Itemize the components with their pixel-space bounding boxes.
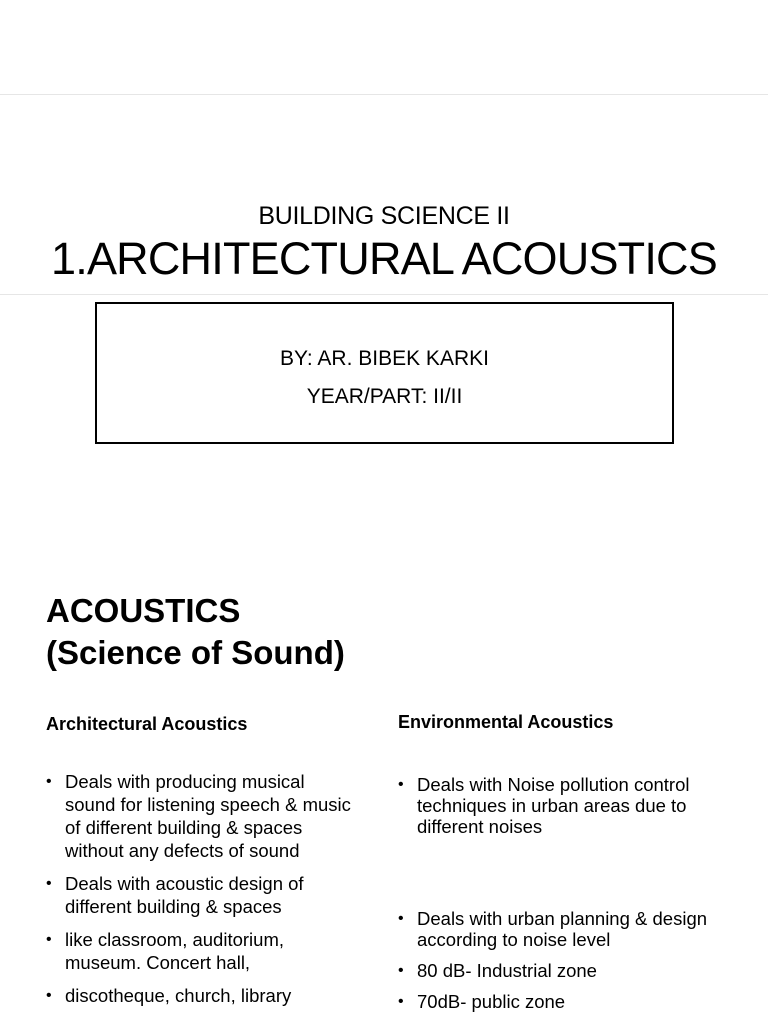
chapter-title: 1.ARCHITECTURAL ACOUSTICS	[51, 233, 717, 284]
bullet-icon: •	[46, 875, 52, 892]
author-name: BY: AR. BIBEK KARKI	[280, 347, 489, 370]
slide-divider-bottom	[0, 294, 768, 295]
bullet-icon: •	[46, 931, 52, 948]
bullet-icon: •	[398, 910, 404, 927]
list-item: • Deals with acoustic design of different building & spaces	[46, 873, 304, 917]
environmental-acoustics-heading: Environmental Acoustics	[398, 712, 614, 732]
list-item: • Deals with urban planning & design according to noise level	[398, 908, 708, 950]
year-part: YEAR/PART: II/II	[306, 385, 463, 408]
architectural-acoustics-heading: Architectural Acoustics	[46, 714, 248, 734]
list-item: • like classroom, auditorium, museum. Concert hall,	[46, 929, 284, 973]
bullet-icon: •	[398, 776, 404, 793]
bullet-icon: •	[398, 962, 404, 979]
list-item: • 70dB- public zone	[398, 991, 566, 1012]
list-item: • discotheque, church, library	[46, 985, 292, 1006]
bullet-icon: •	[46, 773, 52, 790]
architectural-acoustics-list	[46, 770, 351, 1017]
bullet-icon: •	[398, 993, 404, 1010]
bullet-icon: •	[46, 987, 52, 1004]
list-item: • Deals with Noise pollution control techniques in urban areas due to different noises	[398, 774, 690, 837]
author-box	[95, 302, 674, 444]
slide-divider-top	[0, 94, 768, 95]
list-item: • Deals with producing musical sound for listening speech & music of different building & spaces without any defects of sound	[46, 771, 351, 861]
course-subtitle: BUILDING SCIENCE II	[258, 202, 510, 230]
environmental-acoustics-list	[398, 774, 718, 1022]
section-subheading: (Science of Sound)	[46, 634, 345, 671]
list-item: • 80 dB- Industrial zone	[398, 960, 597, 981]
section-heading: ACOUSTICS	[46, 592, 241, 629]
